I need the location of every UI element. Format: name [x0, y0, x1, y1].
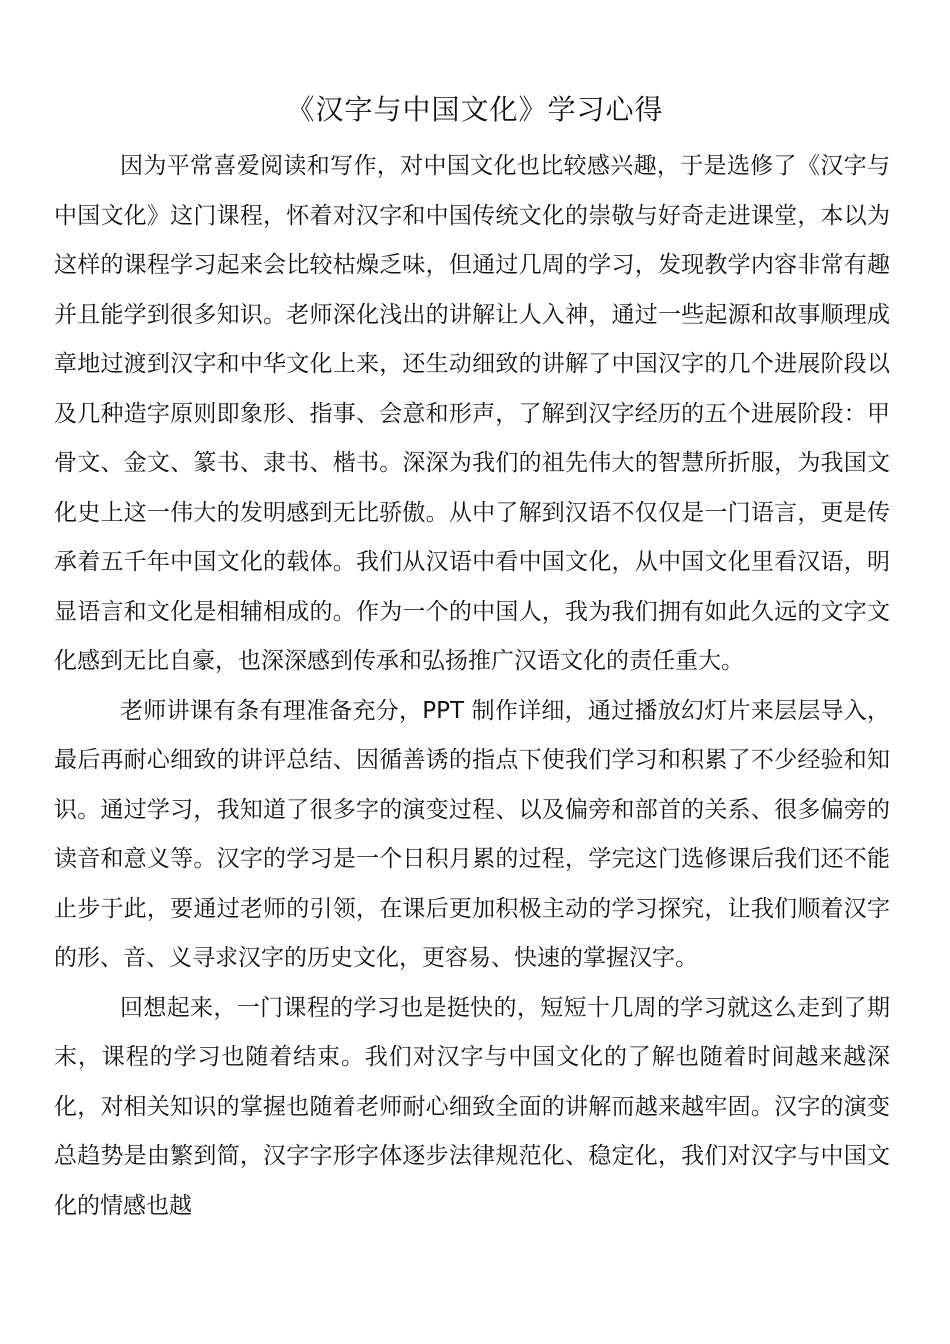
paragraph-2: 老师讲课有条有理准备充分，PPT 制作详细，通过播放幻灯片来层层导入，最后再耐心细致的讲评总结、因循善诱的指点下使我们学习和积累了不少经验和知识。通过学习，我知道了很多字的演变过程、以及偏旁和部首的关系、很多偏旁的读音和意义等。汉字的学习是一个日积月累的过程，学完这门选修课后我们还不能止步于此，要通过老师的引领，在课后更加积极主动的学习探究，让我们顺着汉字的形、音、义寻求汉字的历史文化，更容易、快速的掌握汉字。 [54, 697, 890, 971]
document-body [54, 142, 890, 1231]
paragraph-1: 因为平常喜爱阅读和写作，对中国文化也比较感兴趣，于是选修了《汉字与中国文化》这门课程，怀着对汉字和中国传统文化的崇敬与好奇走进课堂，本以为这样的课程学习起来会比较枯燥乏味，但通过几周的学习，发现教学内容非常有趣并且能学到很多知识。老师深化浅出的讲解让人入神，通过一些起源和故事顺理成章地过渡到汉字和中华文化上来，还生动细致的讲解了中国汉字的几个进展阶段以及几种造字原则即象形、指事、会意和形声，了解到汉字经历的五个进展阶段：甲骨文、金文、篆书、隶书、楷书。深深为我们的祖先伟大的智慧所折服，为我国文化史上这一伟大的发明感到无比骄傲。从中了解到汉语不仅仅是一门语言，更是传承着五千年中国文化的载体。我们从汉语中看中国文化，从中国文化里看汉语，明显语言和文化是相辅相成的。作为一个的中国人，我为我们拥有如此久远的文字文化感到无比自豪，也深深感到传承和弘扬推广汉语文化的责任重大。 [54, 153, 890, 674]
document-title: 《汉字与中国文化》学习心得 [286, 93, 664, 126]
paragraph-3: 回想起来，一门课程的学习也是挺快的，短短十几周的学习就这么走到了期末，课程的学习也随着结束。我们对汉字与中国文化的了解也随着时间越来越深化，对相关知识的掌握也随着老师耐心细致全面的讲解而越来越牢固。汉字的演变总趋势是由繁到简，汉字字形字体逐步法律规范化、稳定化，我们对汉字与中国文化的情感也越 [54, 994, 890, 1219]
